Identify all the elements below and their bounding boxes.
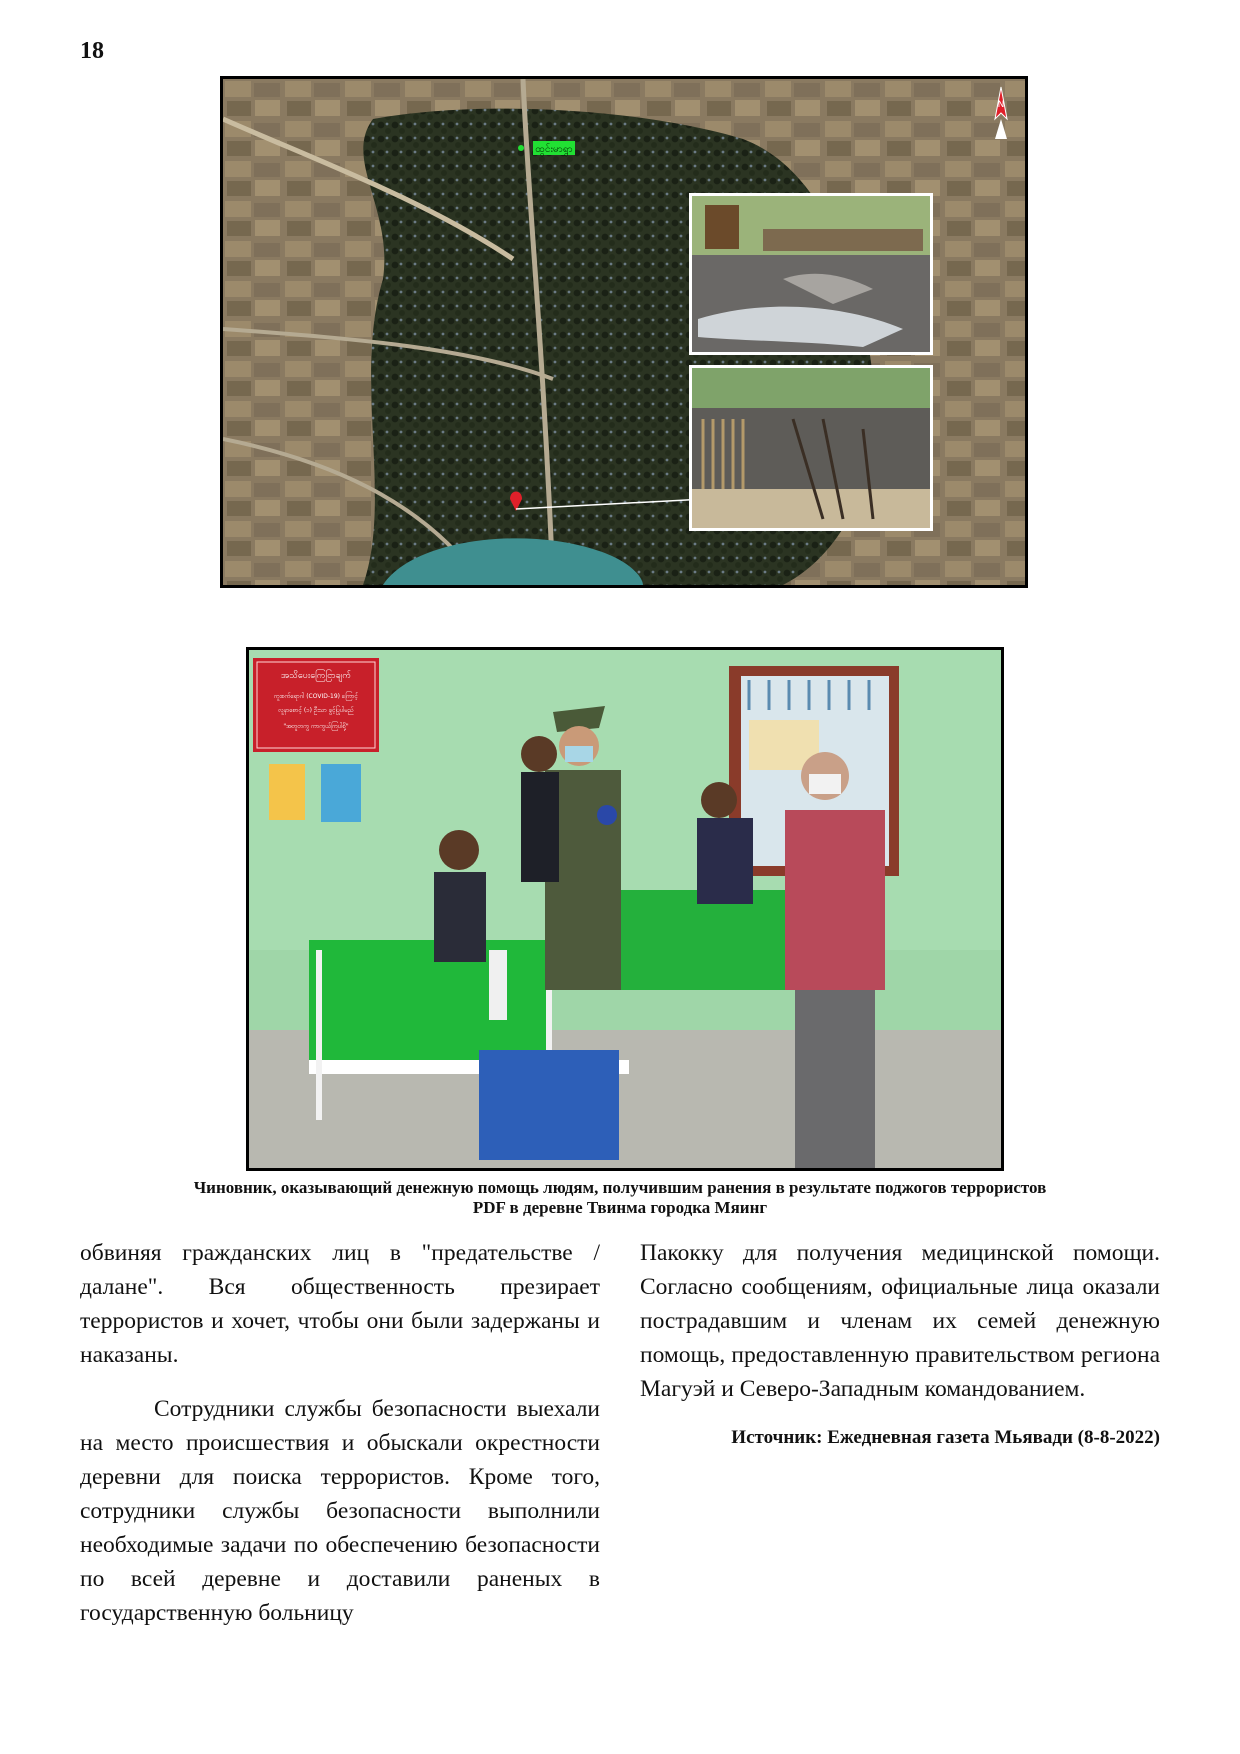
page-number: 18 [80,38,104,64]
hospital-photo-figure [246,647,1004,1171]
young-man-standing [521,736,559,882]
burnt-house-inset-photo [689,193,933,355]
satellite-map [223,79,1025,585]
right-paragraph-1: Пакокку для получения медицинской помощи. Согласно сообщениям, официальные лица оказали пострадавшим и членам их семей денежную помощь, предоставленную правительством региона Магуэй и Северо-Западным командованием. [640,1240,1160,1402]
hospital-photo [249,650,1001,1168]
village-map-label: ထွင်းမာရွာ [535,144,573,155]
figure-caption [80,1178,1160,1218]
man-in-checked-shirt [785,752,885,1168]
notice-sign [253,658,379,752]
svg-text:ကူးစက်ရောဂါ (COVID-19) ကြောင့်: ကူးစက်ရောဂါ (COVID-19) ကြောင့် [274,693,358,700]
burnt-ruins-inset-photo [689,365,933,531]
svg-text:"အတူတကွ ကာကွယ်ကြပါစို့": "အတူတကွ ကာကွယ်ကြပါစို့" [283,723,349,730]
left-text-column [80,1236,600,1650]
left-paragraph-2: Сотрудники службы безопасности выехали на место происшествия и обыскали окрестности деревни для поиска террористов. Кроме того, сотрудники службы безопасности выполнили необходимые задачи по обеспечению безопасности по всей деревне и доставили раненых в государственную больницу [80,1396,600,1626]
right-text-column [640,1236,1160,1450]
svg-text:လူနာစောင့် (၁) ဦးသာ ခွင့်ပြုပါ: လူနာစောင့် (၁) ဦးသာ ခွင့်ပြုပါမည် [278,707,354,714]
caption-line-1: Чиновник, оказывающий денежную помощь людям, получившим ранения в результате поджогов террористов [193,1178,1047,1197]
svg-text:N: N [997,100,1005,110]
left-paragraph-1: обвиняя гражданских лиц в "предательстве / далане". Вся общественность презирает террористов и хочет, чтобы они были задержаны и наказаны. [80,1240,600,1368]
caption-line-2: PDF в деревне Твинма городка Мяинг [472,1198,768,1217]
satellite-map-figure [220,76,1028,588]
svg-text:အသိပေးကြေငြာချက်: အသိပေးကြေငြာချက် [280,671,352,681]
source-citation: Источник: Ежедневная газета Мьявади (8-8-2022) [731,1427,1160,1448]
